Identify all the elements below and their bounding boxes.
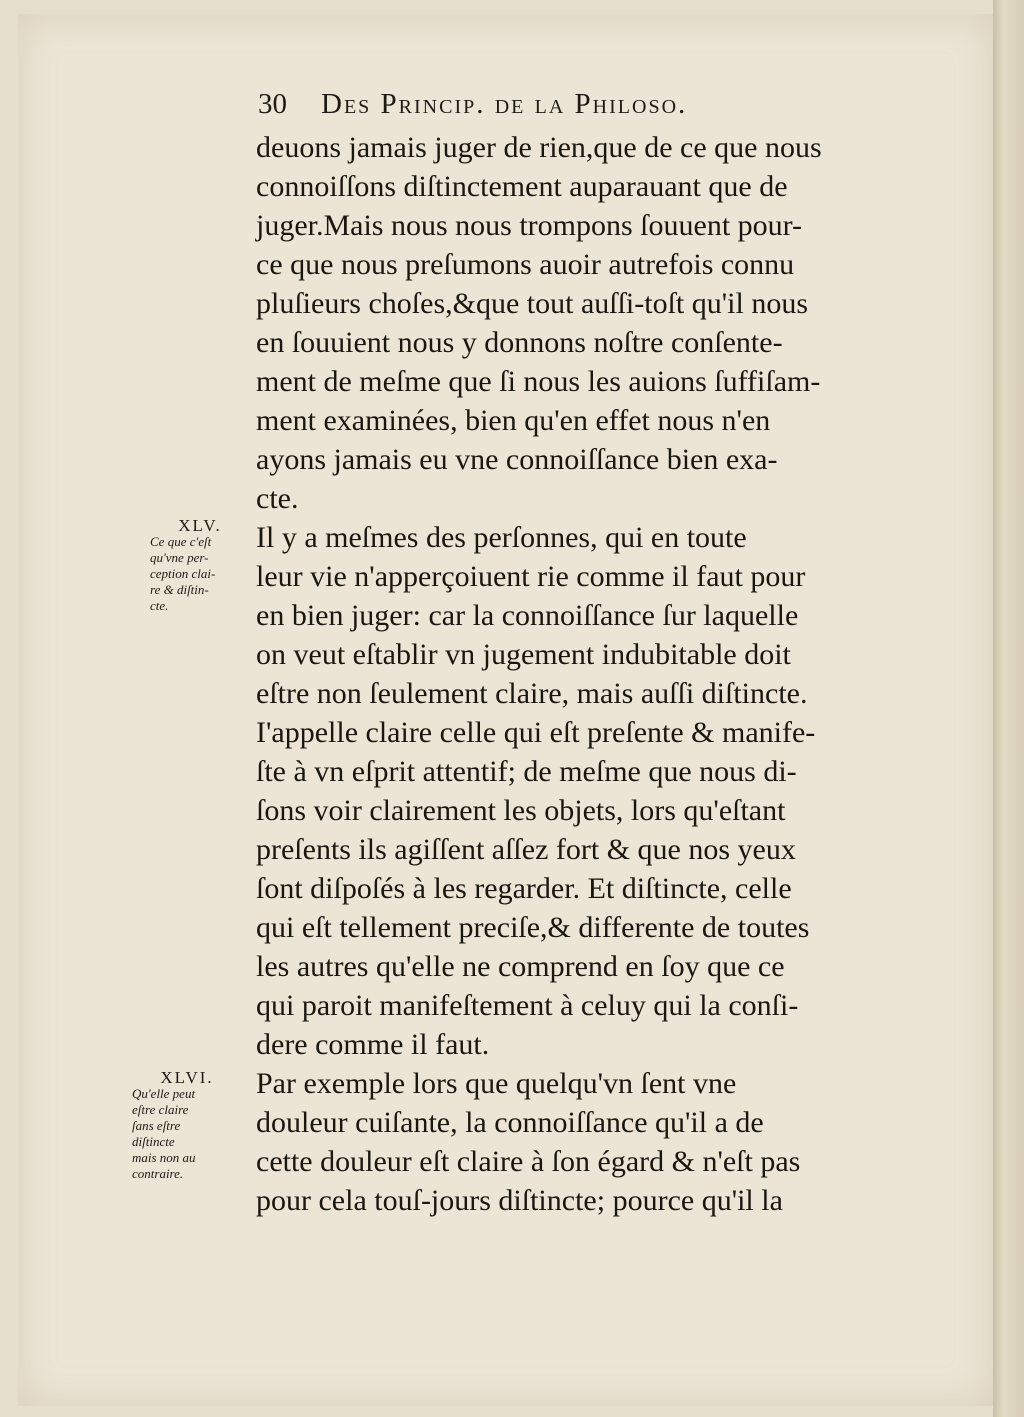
margin-note-number: XLVI. <box>160 1068 214 1087</box>
text-line: I'appelle claire celle qui eſt preſente & manife- <box>256 716 816 749</box>
margin-note-line: mais non au <box>132 1150 196 1165</box>
text-line: Par exemple lors que quelqu'vn ſent vne <box>256 1067 737 1100</box>
text-line: pluſieurs choſes,&que tout auſſi-toſt qu'il nous <box>256 287 809 320</box>
text-line: Il y a meſmes des perſonnes, qui en toute <box>256 521 747 554</box>
text-line: eſtre non ſeulement claire, mais auſſi diſtincte. <box>256 677 808 710</box>
margin-note-line: contraire. <box>132 1166 184 1181</box>
text-line: qui eſt tellement preciſe,& differente de toutes <box>256 911 810 944</box>
text-line: cette douleur eſt claire à ſon égard & n'eſt pas <box>256 1145 801 1178</box>
text-line: les autres qu'elle ne comprend en ſoy que ce <box>256 950 785 983</box>
text-line: ſte à vn eſprit attentif; de meſme que nous di- <box>256 755 797 788</box>
text-line: ayons jamais eu vne connoiſſance bien exa- <box>256 443 778 476</box>
next-page-edge <box>993 0 1024 1417</box>
margin-note-number: XLV. <box>178 516 222 535</box>
text-line: dere comme il faut. <box>256 1028 490 1061</box>
text-line: juger.Mais nous nous trompons ſouuent pour- <box>256 209 803 242</box>
text-line: en ſouuient nous y donnons noſtre conſente- <box>256 326 783 359</box>
margin-note-xlv <box>150 518 250 614</box>
text-line: en bien juger: car la connoiſſance ſur laquelle <box>256 599 799 632</box>
margin-note-line: ception clai- <box>150 566 216 581</box>
running-header <box>258 88 908 121</box>
margin-note-line: cte. <box>150 598 169 613</box>
text-line: qui paroit manifeſtement à celuy qui la conſi- <box>256 989 799 1022</box>
text-line: preſents ils agiſſent aſſez fort & que nos yeux <box>256 833 796 866</box>
margin-note-line: re & diſtin- <box>150 582 209 597</box>
text-line: ce que nous preſumons auoir autrefois connu <box>256 248 795 281</box>
text-line: connoiſſons diſtinctement auparauant que de <box>256 170 788 203</box>
running-title: Des Princip. de la Philoso. <box>321 88 688 120</box>
margin-note-line: Ce que c'eſt <box>150 534 212 549</box>
text-line: ſons voir clairement les objets, lors qu'eſtant <box>256 794 786 827</box>
margin-note-line: qu'vne per- <box>150 550 209 565</box>
text-line: on veut eſtablir vn jugement indubitable doit <box>256 638 791 671</box>
text-line: cte. <box>256 482 299 515</box>
text-line: ment de meſme que ſi nous les auions ſuffiſam- <box>256 365 821 398</box>
text-line: ment examinées, bien qu'en effet nous n'en <box>256 404 771 437</box>
text-line: douleur cuiſante, la connoiſſance qu'il a de <box>256 1106 764 1139</box>
margin-note-xlvi <box>132 1070 242 1182</box>
text-line: ſont diſpoſés à les regarder. Et diſtincte, celle <box>256 872 792 905</box>
text-line: deuons jamais juger de rien,que de ce que nous <box>256 131 822 164</box>
margin-note-line: eſtre claire <box>132 1102 189 1117</box>
text-line: pour cela touſ-jours diſtincte; pource qu'il la <box>256 1184 783 1217</box>
text-line: leur vie n'apperçoiuent rie comme il faut pour <box>256 560 806 593</box>
margin-note-line: ſans eſtre <box>132 1118 181 1133</box>
margin-note-line: diſtincte <box>132 1134 175 1149</box>
page-number: 30 <box>258 88 287 120</box>
margin-note-line: Qu'elle peut <box>132 1086 196 1101</box>
body-text <box>256 128 912 1220</box>
